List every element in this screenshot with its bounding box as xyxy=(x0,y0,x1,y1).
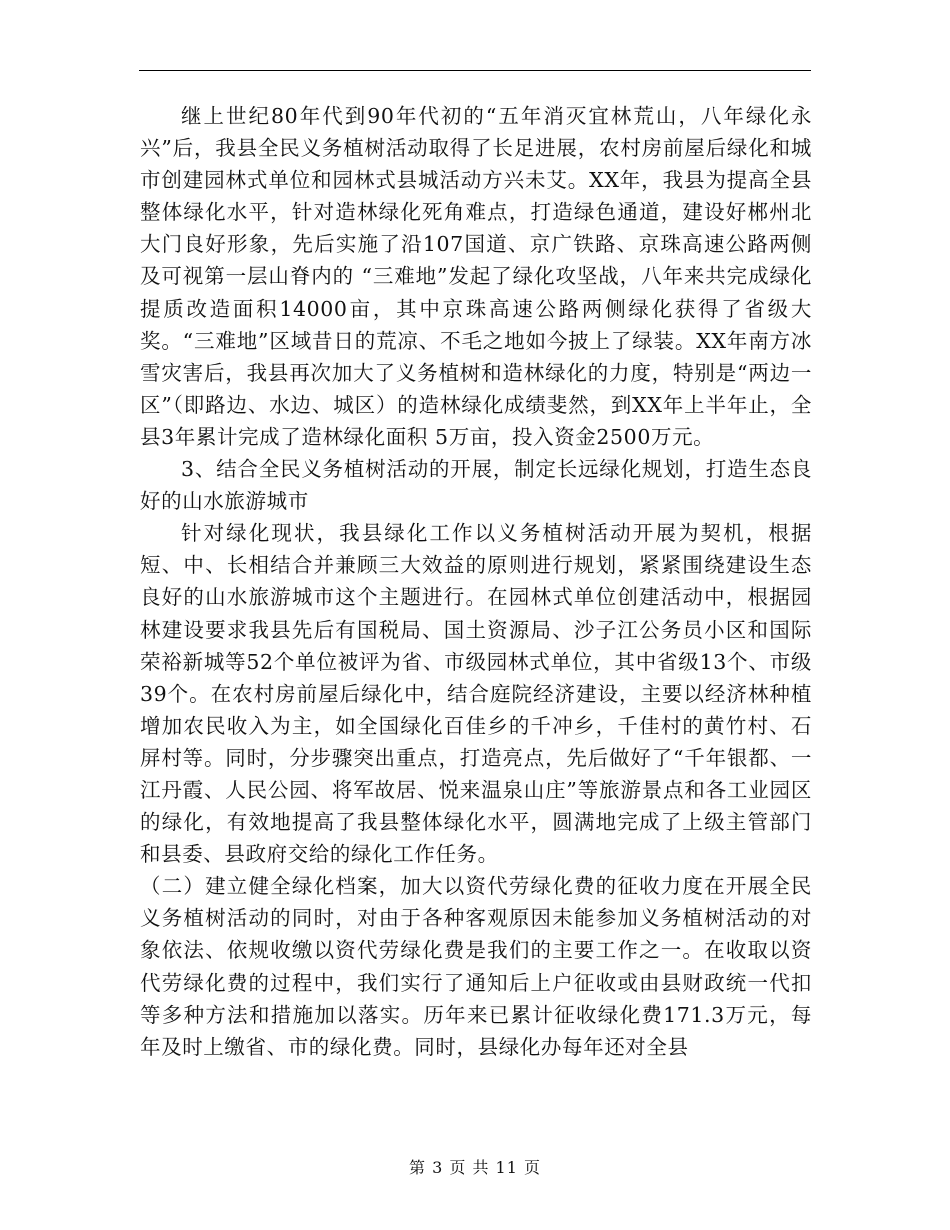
document-body xyxy=(140,100,812,1063)
header-rule xyxy=(139,70,811,71)
paragraph-greening-fee: （二）建立健全绿化档案，加大以资代劳绿化费的征收力度在开展全民义务植树活动的同时，对由于各种客观原因未能参加义务植树活动的对象依法、依规收缴以资代劳绿化费是我们的主要工作之一。在收取以资代劳绿化费的过程中，我们实行了通知后上户征收或由县财政统一代扣等多种方法和措施加以落实。历年来已累计征收绿化费171.3万元，每年及时上缴省、市的绿化费。同时，县绿化办每年还对全县 xyxy=(140,874,812,1059)
paragraph-greening-history: 继上世纪80年代到90年代初的“五年消灭宜林荒山，八年绿化永兴”后，我县全民义务植树活动取得了长足进展，农村房前屋后绿化和城市创建园林式单位和园林式县城活动方兴未艾。XX年，我县为提高全县整体绿化水平，针对造林绿化死角难点，打造绿色通道，建设好郴州北大门良好形象，先后实施了沿107国道、京广铁路、京珠高速公路两侧及可视第一层山脊内的 “三难地”发起了绿化攻坚战，八年来共完成绿化提质改造面积14000亩，其中京珠高速公路两侧绿化获得了省级大奖。“三难地”区域昔日的荒凉、不毛之地如今披上了绿装。XX年南方冰雪灾害后，我县再次加大了义务植树和造林绿化的力度，特别是“两边一区”（即路边、水边、城区）的造林绿化成绩斐然，到XX年上半年止，全县3年累计完成了造林绿化面积 5万亩，投入资金2500万元。 xyxy=(140,104,812,449)
page-number: 第 3 页 共 11 页 xyxy=(409,1158,541,1177)
paragraph-greening-plan: 针对绿化现状，我县绿化工作以义务植树活动开展为契机，根据短、中、长相结合并兼顾三大效益的原则进行规划，紧紧围绕建设生态良好的山水旅游城市这个主题进行。在园林式单位创建活动中，根据园林建设要求我县先后有国税局、国土资源局、沙子江公务员小区和国际荣裕新城等52个单位被评为省、市级园林式单位，其中省级13个、市级39个。在农村房前屋后绿化中，结合庭院经济建设，主要以经济林种植增加农民收入为主，如全国绿化百佳乡的千冲乡，千佳村的黄竹村、石屏村等。同时，分步骤突出重点，打造亮点，先后做好了“千年银都、一江丹霞、人民公园、将军故居、悦来温泉山庄”等旅游景点和各工业园区的绿化，有效地提高了我县整体绿化水平，圆满地完成了上级主管部门和县委、县政府交给的绿化工作任务。 xyxy=(140,521,812,867)
section-heading-greening-plan: 3、结合全民义务植树活动的开展，制定长远绿化规划，打造生态良好的山水旅游城市 xyxy=(140,457,812,514)
